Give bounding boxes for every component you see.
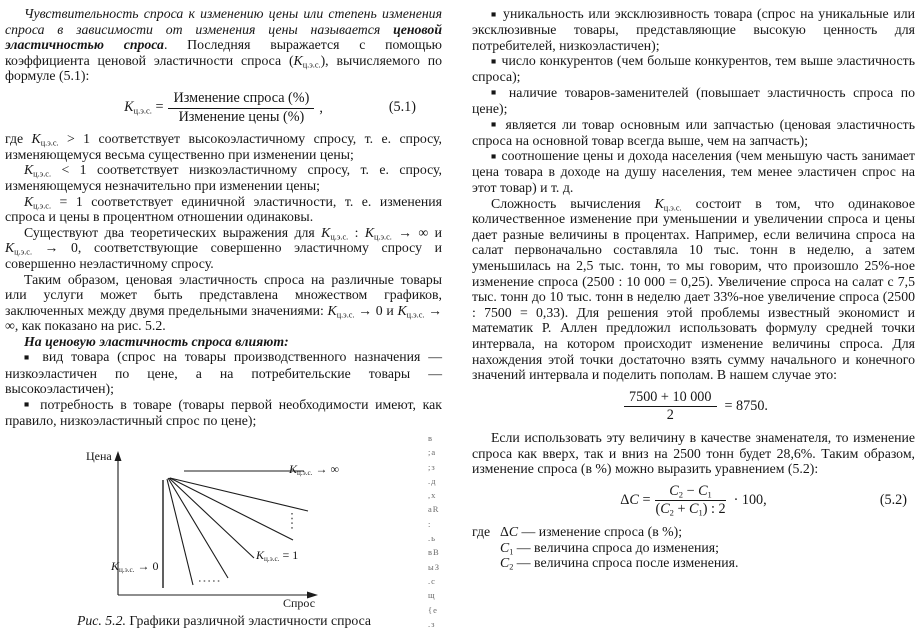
formula-comma: , bbox=[319, 99, 323, 116]
fraction-denominator: 2 bbox=[666, 407, 674, 424]
fraction-denominator: $(C_2 + C_1)$ : 2 bbox=[655, 501, 726, 518]
scan-noise: .с bbox=[428, 575, 436, 586]
fraction bbox=[168, 91, 314, 125]
bullet-substitutes: ■ наличие товаров-заменителей (повышает эластичность спроса по цене); bbox=[472, 84, 915, 117]
fraction-numerator: 7500 + 10 000 bbox=[624, 390, 717, 408]
formula-result: = 8750. bbox=[724, 398, 768, 415]
left-column bbox=[5, 6, 442, 428]
formula-lhs: $К_{ц.э.с.}$ = bbox=[124, 99, 164, 116]
y-axis-label: Цена bbox=[86, 449, 112, 463]
figure-5-2-chart bbox=[80, 450, 360, 612]
definition-c1: $C_1$ — величина спроса до изменения; bbox=[500, 539, 719, 556]
equation-number: (5.2) bbox=[879, 492, 907, 509]
fraction-numerator: $C_2 - C_1$ bbox=[655, 484, 725, 502]
variable-definitions bbox=[472, 524, 915, 571]
scan-noise: ;а bbox=[428, 447, 437, 458]
y-axis-arrowhead bbox=[115, 451, 122, 461]
heading-factors: На ценовую эластичность спроса влияют: bbox=[24, 333, 289, 349]
fan-line-2 bbox=[170, 478, 293, 540]
scan-noise: {е bbox=[428, 604, 438, 615]
scan-noise: .д bbox=[428, 475, 437, 486]
fraction-denominator: Изменение цены (%) bbox=[178, 108, 305, 125]
where-word: где bbox=[472, 523, 491, 539]
scan-noise: ыЗ bbox=[428, 561, 440, 572]
definition-delta-c: ΔC — изменение спроса (в %); bbox=[500, 523, 683, 539]
paragraph-k-eq-1: $К_{ц.э.с.} = 1$ соответствует единичной эластичности, т. е. изменения спроса и цены в процентном отношении одинаковы. bbox=[5, 193, 442, 225]
fan-line-k-eq-1 bbox=[169, 478, 254, 558]
scan-noise-strip bbox=[428, 431, 454, 631]
fan-line-5 bbox=[167, 479, 193, 585]
paragraph-k-gt-1: где $К_{ц.э.с.} > 1$ соответствует высокоэластичному спросу, т. е. спросу, изменяющемуся весьма существенно при изменении цены; bbox=[5, 131, 442, 162]
scan-noise: .ь bbox=[428, 533, 437, 544]
x-axis-label: Спрос bbox=[283, 596, 316, 610]
formula-multiplier: · 100, bbox=[733, 492, 767, 509]
definition-line bbox=[472, 524, 915, 540]
scan-noise: ,х bbox=[428, 490, 437, 501]
paragraph-graphs: Таким образом, ценовая эластичность спроса на различные товары или услуги может быть представлена множеством графиков, заключенных между двумя предельными значениями: $К_{ц.э.с.} \to 0$ и $К_{ц.э.с.}$ → ∞, как показано на рис. 5.2. bbox=[5, 271, 442, 334]
bullet-product-type: ■ вид товара (спрос на товары производственного назначения — низкоэластичен по цене, а на потребительские товары — высокоэластичен); bbox=[5, 349, 442, 397]
scan-noise: щ bbox=[428, 590, 436, 601]
formula-lhs: ΔC = bbox=[620, 492, 651, 509]
bullet-main-or-spare: ■ является ли товар основным или запчастью (ценовая эластичность спроса на основной товар всегда выше, чем на запчасть); bbox=[472, 116, 915, 148]
paragraph-limits: Существуют два теоретических выражения для $К_{ц.э.с.}$ : $К_{ц.э.с.}$ → ∞ и $К_{ц.э.с.} \to 0$, соответствующие совершенно эластичному спросу и совершенно неэластичному спросу. bbox=[5, 224, 443, 271]
scan-noise: аR bbox=[428, 504, 440, 515]
formula-5-2 bbox=[472, 484, 915, 518]
scan-noise: в bbox=[428, 433, 434, 443]
formula-midpoint bbox=[472, 390, 915, 424]
label-k-one: $К_{ц.э.с.} = 1$ bbox=[256, 548, 299, 564]
fraction bbox=[655, 484, 725, 518]
right-column bbox=[472, 6, 915, 571]
paragraph-complexity: Сложность вычисления $К_{ц.э.с.}$ состоит в том, что одинаковое количественное изменение при уменьшении и увеличении спроса и цены дает разные величины в процентах. Например, если величина спроса на салат первоначально составляла 10 тыс. тонн в неделю, а затем уменьшилась на 2,5 тыс. тонн, то мы говорим, что произошло 25%-ное изменение спроса (2500 : 10 000 = 0,25). Увеличение спроса на салат с 7,5 тыс. тонн до 10 тыс. тонн в неделю дает 33%-ное увеличение спроса (2500 : 7500 = 0,33). Для решения этой проблемы известный экономист и математик Р. Аллен предложил использовать формулу средней точки интервала, на котором происходит изменение величины спроса. Для нахождения этой точки достаточно взять сумму начального и конечного значений интервала и поделить пополам. В нашем случае это: bbox=[472, 195, 916, 383]
definition-line bbox=[472, 540, 915, 556]
fraction-numerator: Изменение спроса (%) bbox=[168, 91, 314, 109]
scan-noise: вВ bbox=[428, 547, 440, 558]
equation-number: (5.1) bbox=[388, 99, 416, 116]
paragraph-k-lt-1: $К_{ц.э.с.} < 1$ соответствует низкоэластичному спросу, т. е. спросу, изменяющемуся незначительно при изменении цены; bbox=[5, 162, 442, 193]
bullet-competitors: ■ число конкурентов (чем больше конкурентов, тем выше эластичность спроса); bbox=[472, 53, 915, 85]
figure-caption: Рис. 5.2. Графики различной эластичности спроса bbox=[76, 613, 372, 628]
bullet-price-income: ■ соотношение цены и дохода населения (чем меньшую часть занимает цена товара в доходе на душу населения, тем менее эластичен спрос на этот товар) и т. д. bbox=[472, 148, 915, 196]
bullet-uniqueness: ■ уникальность или эксклюзивность товара (спрос на уникальные или эксклюзивные товары, представляющие высокую ценность для потребителей, низкоэластичен); bbox=[472, 6, 915, 53]
scan-noise: .з bbox=[428, 618, 436, 629]
scan-noise: : bbox=[428, 518, 432, 529]
formula-5-1 bbox=[5, 91, 442, 125]
label-k-infinity: $К_{ц.э.с.}$ → ∞ bbox=[289, 462, 340, 478]
paragraph-denominator: Если использовать эту величину в качестве знаменателя, то изменение спроса как вверх, так и вниз на 2500 тонн будет 28,6%. Таким образом, изменение спроса (в %) можно выразить уравнением (5.2): bbox=[472, 429, 915, 477]
scan-noise: ;з bbox=[428, 461, 436, 472]
label-k-zero: $К_{ц.э.с.} \to 0$ bbox=[111, 559, 159, 575]
paragraph-definition: Чувствительность спроса к изменению цены или степень изменения спроса в зависимости от изменения цены называется ценовой эластичностью спроса. Последняя выражается с помощью коэффициента ценовой эластичности спроса $(К_{ц.э.с.})$, вычисляемого по формуле (5.1): bbox=[5, 6, 443, 84]
fan-line-1 bbox=[170, 478, 308, 511]
definition-c2: $C_2$ — величина спроса после изменения. bbox=[500, 555, 739, 572]
fan-line-4 bbox=[168, 478, 228, 578]
fraction bbox=[624, 390, 717, 424]
definition-line bbox=[472, 555, 915, 571]
bullet-necessity: ■ потребность в товаре (товары первой необходимости имеют, как правило, низкоэластичный спрос по цене); bbox=[5, 396, 442, 428]
